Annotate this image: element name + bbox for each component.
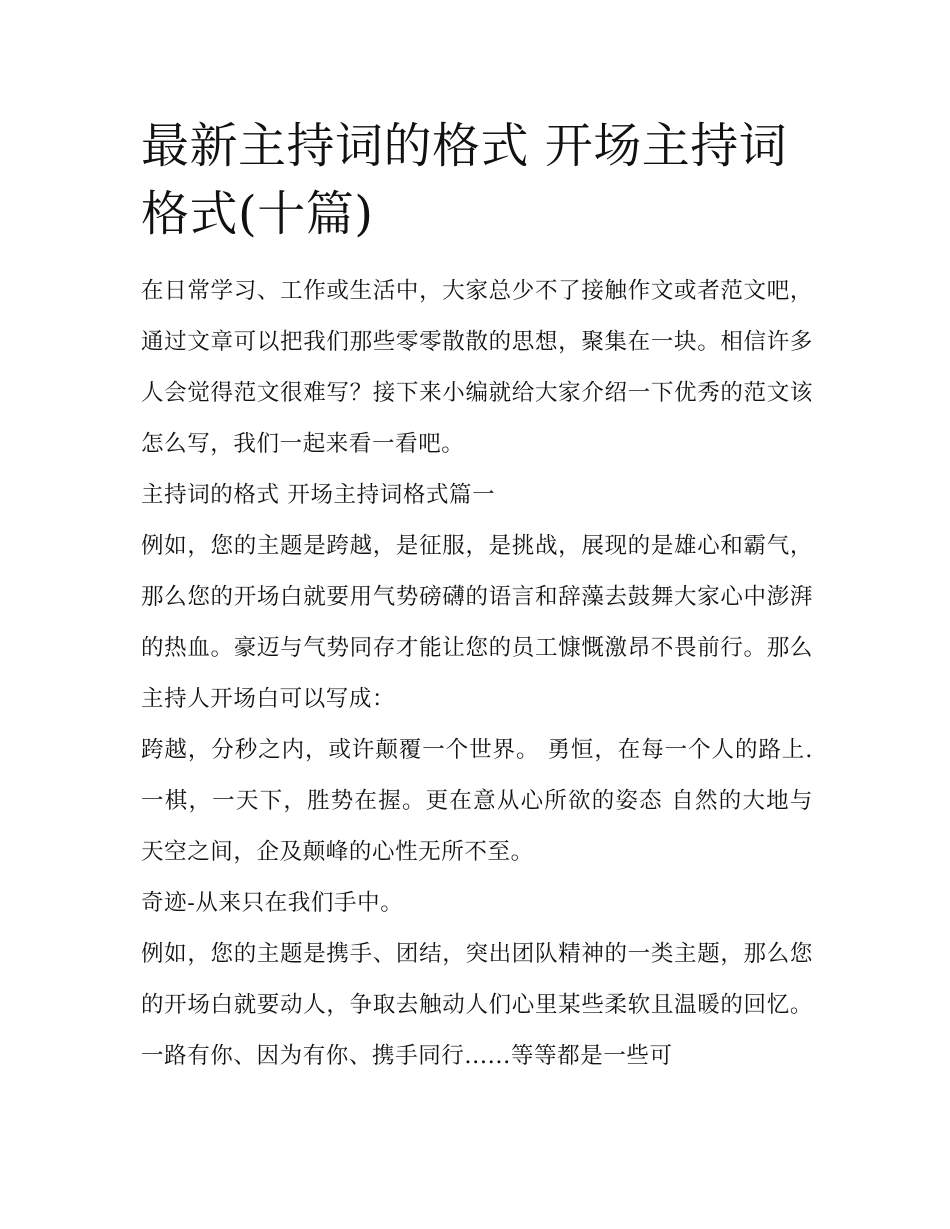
body-paragraph: 跨越，分秒之内，或许颠覆一个世界。 勇恒，在每一个人的路上.一棋，一天下，胜势在握。更在意从心所欲的姿态 自然的大地与天空之间，企及颠峰的心性无所不至。 bbox=[141, 737, 813, 865]
section-heading: 主持词的格式 开场主持词格式篇一 bbox=[141, 482, 496, 508]
intro-paragraph: 在日常学习、工作或生活中，大家总少不了接触作文或者范文吧，通过文章可以把我们那些零零散散的思想，聚集在一块。相信许多人会觉得范文很难写？接下来小编就给大家介绍一下优秀的范文该怎么写，我们一起来看一看吧。 bbox=[141, 278, 813, 457]
document-title: 最新主持词的格式 开场主持词格式(十篇) bbox=[141, 118, 788, 242]
body-paragraph: 例如，您的主题是携手、团结，突出团队精神的一类主题，那么您的开场白就要动人，争取去触动人们心里某些柔软且温暖的回忆。一路有你、因为有你、携手同行......等等都是一些可 bbox=[141, 941, 813, 1069]
document-body bbox=[141, 266, 813, 1082]
body-paragraph: 奇迹-从来只在我们手中。 bbox=[141, 890, 404, 916]
document-page bbox=[141, 112, 813, 1082]
body-paragraph: 例如，您的主题是跨越，是征服，是挑战，展现的是雄心和霸气，那么您的开场白就要用气势磅礴的语言和辞藻去鼓舞大家心中澎湃的热血。豪迈与气势同存才能让您的员工慷慨激昂不畏前行。那么主持人开场白可以写成： bbox=[141, 533, 813, 712]
